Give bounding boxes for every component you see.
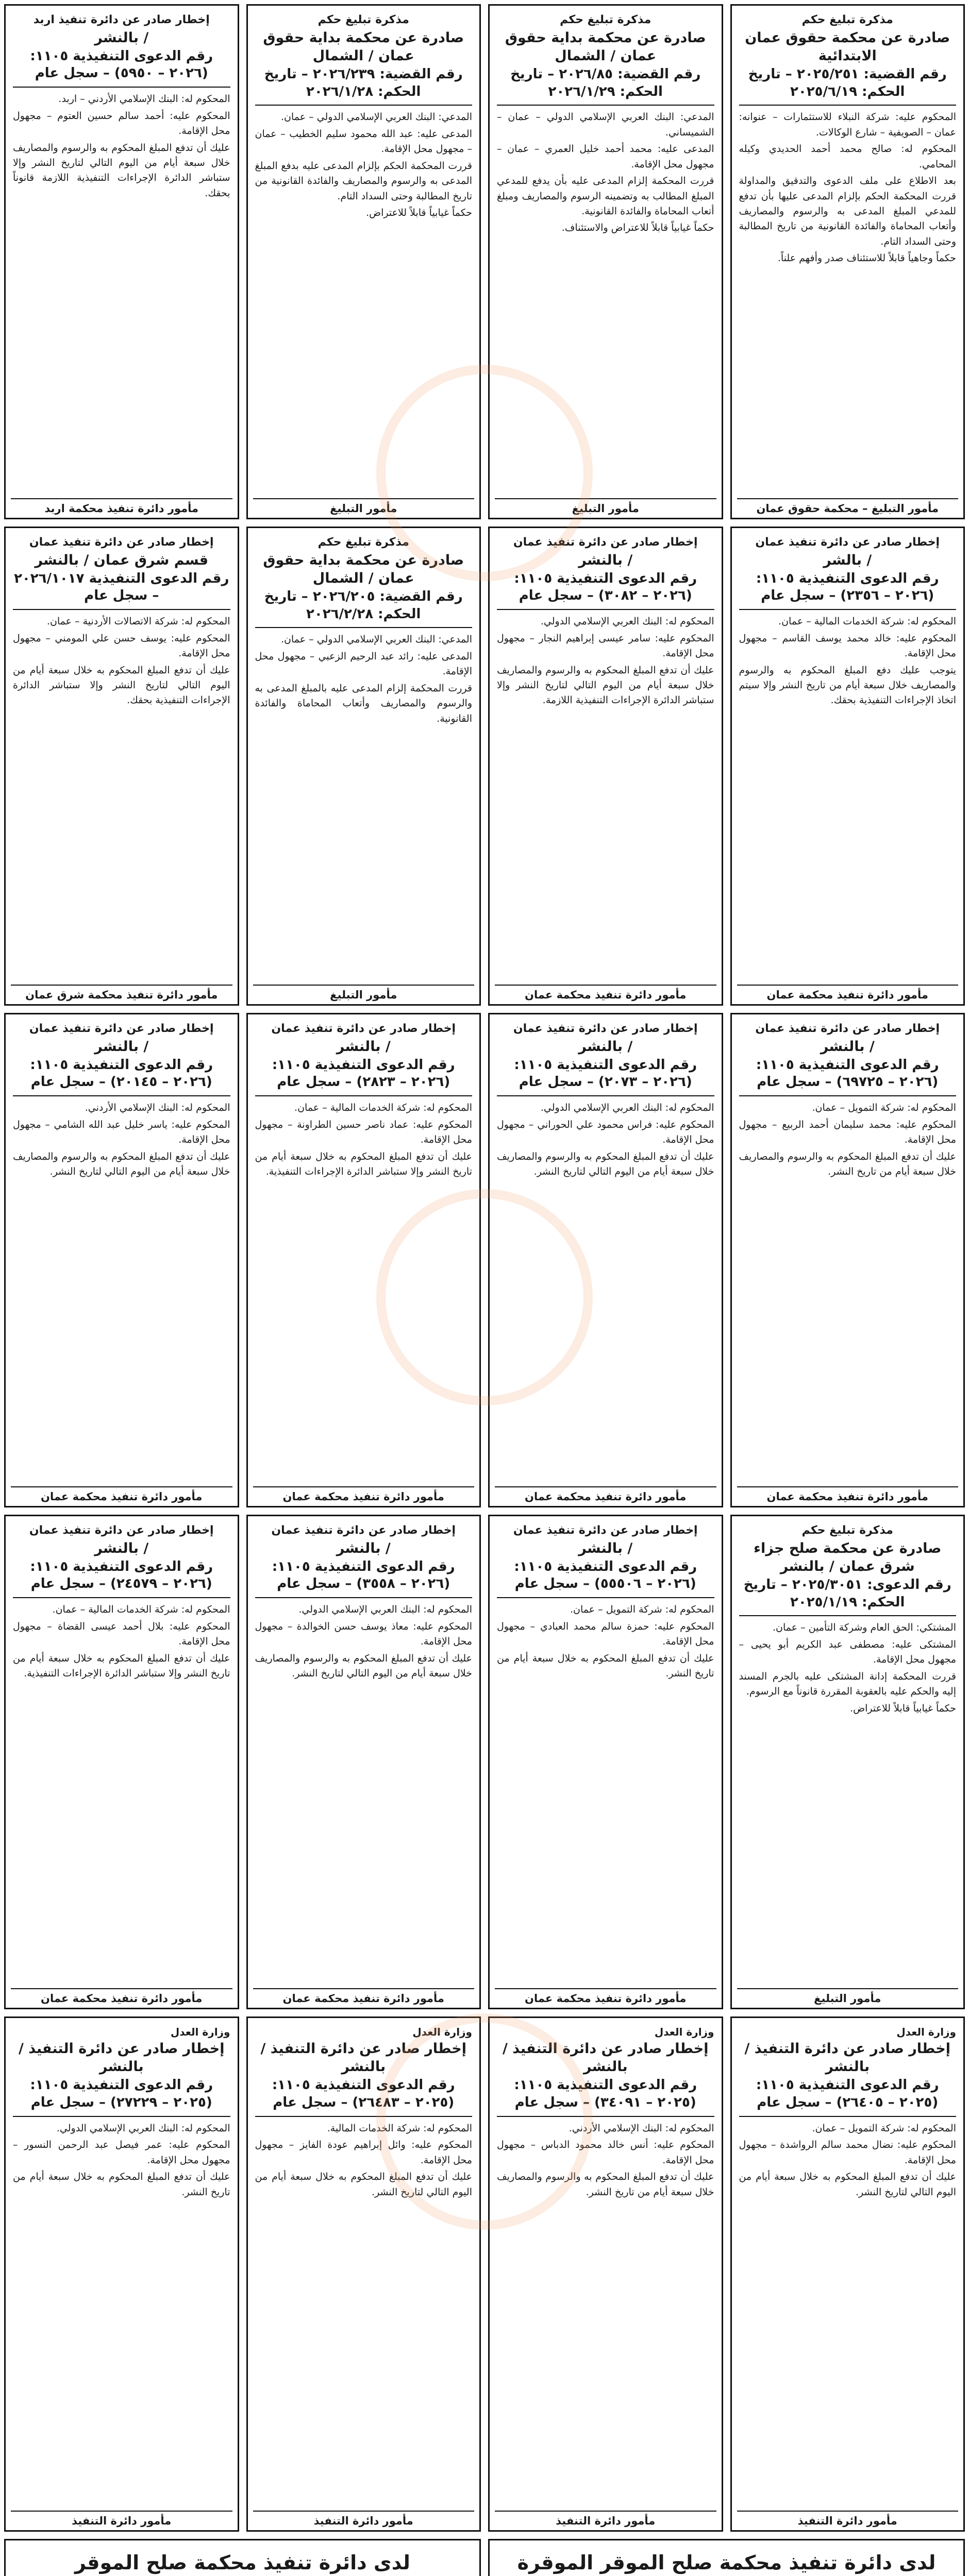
notice-heading: / بالنشر [578, 552, 633, 568]
notice-body [739, 2121, 957, 2200]
auction-announcement [4, 2539, 481, 2576]
notice-paragraph: المحكوم عليه: ياسر خليل عبد الله الشامي – مجهول محل الإقامة. [13, 1118, 230, 1146]
notice-paragraph: عليك أن تدفع المبلغ المحكوم به والرسوم والمصاريف خلال سبعة أيام من اليوم التالي لتاريخ النشر. [255, 1652, 472, 1680]
notice-footer: مأمور دائرة تنفيذ محكمة عمان [253, 1486, 475, 1503]
notice-case-number: رقم الدعوى التنفيذية ١١٠٥: (٢٠٢٦ – ٢٨٢٣) – سجل عام [255, 1057, 473, 1097]
execution-notice [730, 1013, 965, 1507]
notice-paragraph: المحكوم له: البنك العربي الإسلامي الدولي. [298, 1604, 472, 1616]
auction-announcement [488, 2539, 965, 2576]
court-notice [4, 4, 239, 519]
notice-paragraph: المحكوم له: شركة الاتصالات الأردنية – عمان. [46, 616, 230, 628]
notice-heading: / بالنشر [94, 1540, 149, 1556]
notice-case-number: رقم الدعوى التنفيذية ١١٠٥: (٢٠٢٦ – ٢٠١٤٥) – سجل عام [13, 1057, 230, 1097]
ministry-label: وزارة العدل [654, 2026, 714, 2038]
notice-paragraph: المحكوم له: شركة التمويل – عمان. [812, 2122, 956, 2134]
execution-notice [4, 1515, 239, 2009]
notice-paragraph: قررت المحكمة الحكم بإلزام المدعى عليه بدفع المبلغ المدعى به والرسوم والمصاريف والفائدة القانونية من تاريخ المطالبة وحتى السداد التام. [255, 160, 472, 202]
notice-kicker: إخطار صادر عن دائرة تنفيذ عمان [513, 1524, 698, 1537]
court-notice [246, 4, 481, 519]
notice-paragraph: المحكوم عليه: خالد محمد يوسف القاسم – مجهول محل الإقامة. [739, 632, 956, 659]
notice-paragraph: المحكوم عليه: وائل إبراهيم عودة الفايز – مجهول محل الإقامة. [255, 2139, 472, 2166]
ministry-label: وزارة العدل [896, 2026, 956, 2038]
notice-kicker: مذكرة تبليغ حكم [801, 1524, 893, 1537]
notice-case-number: رقم الدعوى التنفيذية ١١٠٥: (٢٠٢٦ – ٣٠٨٢) – سجل عام [497, 570, 714, 611]
notice-heading: / بالنشر [336, 1038, 391, 1055]
notice-heading: / بالنشر [94, 29, 149, 46]
notice-kicker: إخطار صادر عن دائرة التنفيذ / بالنشر [503, 2041, 709, 2075]
notice-kicker: مذكرة تبليغ حكم [560, 13, 651, 26]
notice-paragraph: المحكوم عليه: بلال أحمد عيسى القضاة – مجهول محل الإقامة. [13, 1620, 230, 1648]
notice-body [255, 110, 473, 221]
notice-case-number: رقم القضية: ٢٠٢٥/٢٥١ – تاريخ الحكم: ٢٠٢٥/٦/١٩ [739, 66, 957, 106]
notice-paragraph: المحكوم له: البنك العربي الإسلامي الدولي. [540, 616, 714, 628]
notice-footer: مأمور التبليغ [737, 1988, 959, 2005]
notice-paragraph: عليك أن تدفع المبلغ المحكوم به خلال سبعة أيام من تاريخ النشر. [13, 2171, 230, 2198]
notice-paragraph: المحكوم له: البنك العربي الإسلامي الدولي. [540, 1102, 714, 1114]
notice-paragraph: عليك أن تدفع المبلغ المحكوم به والرسوم والمصاريف خلال سبعة أيام من اليوم التالي لتاريخ النشر. [13, 1150, 230, 1178]
notice-paragraph: عليك أن تدفع المبلغ المحكوم به والرسوم والمصاريف خلال سبعة أيام من اليوم التالي لتاريخ النشر وإلا ستباشر الدائرة الإجراءات التنفيذية اللازمة قانوناً بحقك. [13, 142, 230, 199]
execution-notice [4, 1013, 239, 1507]
notice-body [497, 1602, 714, 1681]
notice-paragraph: عليك أن تدفع المبلغ المحكوم به والرسوم والمصاريف خلال سبعة أيام من اليوم التالي لتاريخ النشر. [497, 1150, 714, 1178]
notice-kicker: إخطار صادر عن دائرة تنفيذ اربد [33, 13, 210, 26]
notices-row-2 [4, 527, 965, 1006]
notice-case-number: رقم الدعوى التنفيذية ٢٠٢٦/١٠١٧ – سجل عام [13, 570, 230, 611]
notice-case-number: رقم الدعوى التنفيذية ١١٠٥: (٢٠٢٥ – ٢٦٤٠٥) – سجل عام [739, 2077, 957, 2117]
notice-case-number: رقم الدعوى التنفيذية ١١٠٥: (٢٠٢٥ – ٣٤٠٩١) – سجل عام [497, 2077, 714, 2117]
notice-footer: مأمور دائرة التنفيذ [253, 2511, 475, 2527]
notice-paragraph: المدعي: البنك العربي الإسلامي الدولي – عمان – الشميساني. [497, 111, 714, 138]
notice-paragraph: المحكوم له: البنك الإسلامي الأردني – اربد. [58, 93, 230, 105]
notice-body [255, 1100, 473, 1179]
notice-body [739, 110, 957, 266]
notice-body [497, 614, 714, 708]
ministry-notice [246, 2016, 481, 2532]
execution-notice [488, 1515, 723, 2009]
notice-kicker: إخطار صادر عن دائرة تنفيذ عمان [271, 1524, 456, 1537]
notice-paragraph: المحكوم له: البنك الإسلامي الأردني. [569, 2122, 714, 2134]
announcement-title: لدى دائرة تنفيذ محكمة صلح الموقر الموقرة [517, 2551, 936, 2574]
notice-kicker: مذكرة تبليغ حكم [801, 13, 893, 26]
notice-case-number: رقم الدعوى: ٢٠٢٥/٣٠٥١ – تاريخ الحكم: ٢٠٢٥/١/١٩ [739, 1577, 957, 1617]
notice-paragraph: يتوجب عليك دفع المبلغ المحكوم به والرسوم والمصاريف خلال سبعة أيام من تاريخ النشر وإلا سيتم اتخاذ الإجراءات التنفيذية بحقك. [739, 664, 956, 706]
notice-body [13, 1100, 230, 1179]
notice-paragraph: المحكوم له: البنك العربي الإسلامي الدولي. [56, 2122, 230, 2134]
notice-heading: / بالنشر [336, 1540, 391, 1556]
notice-case-number: رقم الدعوى التنفيذية ١١٠٥: (٢٠٢٦ – ٢٤٥٧٩) – سجل عام [13, 1558, 230, 1599]
notice-heading: صادرة عن محكمة حقوق عمان الابتدائية [745, 29, 950, 64]
notice-body [255, 2121, 473, 2200]
notice-kicker: إخطار صادر عن دائرة التنفيذ / بالنشر [260, 2041, 466, 2075]
notice-paragraph: المحكوم عليه: أنس خالد محمود الدباس – مجهول محل الإقامة. [497, 2139, 714, 2166]
notice-paragraph: المحكوم عليه: نضال محمد سالم الرواشدة – مجهول محل الإقامة. [739, 2139, 956, 2166]
notice-paragraph: المدعى عليه: محمد أحمد خليل العمري – عمان – مجهول محل الإقامة. [497, 143, 714, 170]
notice-body [13, 1602, 230, 1681]
notice-body [255, 632, 473, 726]
notice-paragraph: المحكوم عليه: شركة النبلاء للاستثمارات – عنوانه: عمان – الصويفية – شارع الوكالات. [739, 111, 956, 138]
notice-body [739, 1100, 957, 1179]
notice-paragraph: المحكوم له: شركة الخدمات المالية – عمان. [294, 1102, 472, 1114]
notice-kicker: إخطار صادر عن دائرة تنفيذ عمان [29, 1524, 214, 1537]
notice-footer: مأمور دائرة التنفيذ [495, 2511, 716, 2527]
notice-paragraph: عليك أن تدفع المبلغ المحكوم به والرسوم والمصاريف خلال سبعة أيام من تاريخ النشر. [497, 2171, 714, 2198]
execution-notice [488, 527, 723, 1006]
notice-paragraph: حكماً غيابياً قابلاً للاعتراض. [850, 1702, 956, 1714]
notice-body [739, 614, 957, 708]
notice-kicker: إخطار صادر عن دائرة تنفيذ عمان [513, 1022, 698, 1035]
court-notice [730, 4, 965, 519]
notices-row-1 [4, 4, 965, 519]
notices-row-5 [4, 2016, 965, 2532]
execution-notice [4, 527, 239, 1006]
notice-footer: مأمور دائرة تنفيذ محكمة شرق عمان [11, 985, 232, 1001]
notice-body [13, 614, 230, 708]
execution-notice [246, 1013, 481, 1507]
notice-heading: / بالشر [823, 552, 872, 568]
execution-notice [730, 527, 965, 1006]
notice-kicker: إخطار صادر عن دائرة تنفيذ عمان [29, 1022, 214, 1035]
notice-body [13, 92, 230, 201]
notice-footer: مأمور دائرة تنفيذ محكمة عمان [495, 985, 716, 1001]
notice-paragraph: المحكوم له: صالح محمد أحمد الحديدي وكيله المحامي. [739, 143, 956, 170]
notice-kicker: إخطار صادر عن دائرة التنفيذ / بالنشر [19, 2041, 225, 2075]
notice-case-number: رقم الدعوى التنفيذية ١١٠٥: (٢٠٢٦ – ٣٥٥٨) – سجل عام [255, 1558, 473, 1599]
notice-heading: صادرة عن محكمة بداية حقوق عمان / الشمال [263, 552, 464, 586]
notice-paragraph: حكماً غيابياً قابلاً للاعتراض والاستئناف. [561, 222, 714, 234]
court-notice [246, 527, 481, 1006]
notice-paragraph: عليك أن تدفع المبلغ المحكوم به خلال سبعة أيام من تاريخ النشر وإلا ستباشر الدائرة الإجراءات التنفيذية. [255, 1150, 472, 1178]
notice-paragraph: المحكوم له: شركة الخدمات المالية. [327, 2122, 472, 2134]
notice-paragraph: المحكوم عليه: سامر عيسى إبراهيم النجار – مجهول محل الإقامة. [497, 632, 714, 659]
notice-heading: قسم شرق عمان / بالنشر [35, 552, 209, 568]
notice-kicker: إخطار صادر عن دائرة التنفيذ / بالنشر [744, 2041, 950, 2075]
notice-case-number: رقم الدعوى التنفيذية ١١٠٥: (٢٠٢٥ – ٢٧٢٢٩) – سجل عام [13, 2077, 230, 2117]
court-notice [730, 1515, 965, 2009]
notice-footer: مأمور دائرة تنفيذ محكمة عمان [253, 1988, 475, 2005]
notice-heading: صادرة عن محكمة صلح جزاء شرق عمان / بالنشر [754, 1540, 942, 1574]
notice-paragraph: المشتكي: الحق العام وشركة التأمين – عمان. [772, 1622, 956, 1634]
notice-paragraph: عليك أن تدفع المبلغ المحكوم به خلال سبعة أيام من اليوم التالي لتاريخ النشر. [739, 2171, 956, 2198]
notice-body [497, 2121, 714, 2200]
notice-paragraph: المحكوم له: شركة التمويل – عمان. [570, 1604, 714, 1616]
notice-body [739, 1620, 957, 1716]
notice-body [497, 110, 714, 236]
ministry-label: وزارة العدل [412, 2026, 472, 2038]
notice-footer: مأمور دائرة التنفيذ [737, 2511, 959, 2527]
notices-row-4 [4, 1515, 965, 2009]
notice-footer: مأمور دائرة تنفيذ محكمة عمان [737, 985, 959, 1001]
notice-footer: مأمور التبليغ [253, 985, 475, 1001]
announcement-title: لدى دائرة تنفيذ محكمة صلح الموقر [75, 2551, 410, 2574]
notices-row-3 [4, 1013, 965, 1507]
notice-footer: مأمور دائرة التنفيذ [11, 2511, 232, 2527]
notice-paragraph: المدعى عليه: رائد عبد الرحيم الزعبي – مجهول محل الإقامة. [255, 650, 472, 677]
notice-body [13, 2121, 230, 2200]
notice-paragraph: المحكوم عليه: معاذ يوسف حسن الخوالدة – مجهول محل الإقامة. [255, 1620, 472, 1648]
notice-case-number: رقم الدعوى التنفيذية ١١٠٥: (٢٠٢٥ – ٢٦٤٨٣) – سجل عام [255, 2077, 473, 2117]
notice-kicker: إخطار صادر عن دائرة تنفيذ عمان [271, 1022, 456, 1035]
notice-paragraph: المحكوم عليه: أحمد سالم حسين العتوم – مجهول محل الإقامة. [13, 110, 230, 137]
execution-notice [488, 1013, 723, 1507]
notice-paragraph: المحكوم عليه: فراس محمود علي الحوراني – مجهول محل الإقامة. [497, 1118, 714, 1146]
notice-paragraph: قررت المحكمة إدانة المشتكى عليه بالجرم المسند إليه والحكم عليه بالعقوبة المقررة قانوناً مع الرسوم. [739, 1670, 956, 1698]
notice-case-number: رقم الدعوى التنفيذية ١١٠٥: (٢٠٢٦ – ٥٩٥٠) – سجل عام [13, 48, 230, 88]
notice-kicker: إخطار صادر عن دائرة تنفيذ عمان [29, 536, 214, 549]
announcements-row [4, 2539, 965, 2576]
notice-case-number: رقم الدعوى التنفيذية ١١٠٥: (٢٠٢٦ – ٢٠٧٣) – سجل عام [497, 1057, 714, 1097]
notice-paragraph: المحكوم عليه: عمر فيصل عبد الرحمن النسور – مجهول محل الإقامة. [13, 2139, 230, 2166]
notice-paragraph: عليك أن تدفع المبلغ المحكوم به والرسوم والمصاريف خلال سبعة أيام من اليوم التالي لتاريخ النشر وإلا ستباشر الدائرة الإجراءات التنفيذية اللازمة. [497, 664, 714, 706]
notice-paragraph: عليك أن تدفع المبلغ المحكوم به خلال سبعة أيام من تاريخ النشر. [497, 1652, 714, 1680]
ministry-notice [488, 2016, 723, 2532]
notice-kicker: إخطار صادر عن دائرة تنفيذ عمان [755, 536, 940, 549]
notice-heading: / بالنشر [94, 1038, 149, 1055]
notice-kicker: إخطار صادر عن دائرة تنفيذ عمان [755, 1022, 940, 1035]
notice-paragraph: عليك أن تدفع المبلغ المحكوم به خلال سبعة أيام من اليوم التالي لتاريخ النشر. [255, 2171, 472, 2198]
notice-paragraph: المحكوم له: شركة التمويل – عمان. [812, 1102, 956, 1114]
notice-paragraph: قررت المحكمة إلزام المدعى عليه بأن يدفع للمدعي المبلغ المطالب به وتضمينه الرسوم والمصاريف ومبلغ أتعاب المحاماة والفائدة القانونية. [497, 175, 714, 217]
notice-paragraph: بعد الاطلاع على ملف الدعوى والتدقيق والمداولة قررت المحكمة الحكم بإلزام المدعى عليها بأن تدفع للمدعي المبلغ المدعى به والرسوم والمصاريف وأتعاب المحاماة والفائدة القانونية من تاريخ المطالبة وحتى السداد التام. [739, 175, 956, 247]
notice-footer: مأمور دائرة تنفيذ محكمة عمان [11, 1486, 232, 1503]
notice-paragraph: المحكوم عليه: محمد سليمان أحمد الربيع – مجهول محل الإقامة. [739, 1118, 956, 1146]
notice-footer: مأمور دائرة تنفيذ محكمة اربد [11, 498, 232, 515]
notice-kicker: مذكرة تبليغ حكم [318, 536, 409, 549]
notice-footer: مأمور التبليغ – محكمة حقوق عمان [737, 498, 959, 515]
notice-paragraph: المدعي: البنك العربي الإسلامي الدولي – عمان. [280, 634, 472, 646]
notice-case-number: رقم الدعوى التنفيذية ١١٠٥: (٢٠٢٦ – ٢٣٥٦) – سجل عام [739, 570, 957, 611]
notice-body [497, 1100, 714, 1179]
notice-paragraph: المدعى عليه: عبد الله محمود سليم الخطيب – عمان – مجهول محل الإقامة. [255, 128, 472, 155]
notice-paragraph: المحكوم عليه: حمزة سالم محمد العبادي – مجهول محل الإقامة. [497, 1620, 714, 1648]
notice-paragraph: قررت المحكمة إلزام المدعى عليه بالمبلغ المدعى به والرسوم والمصاريف وأتعاب المحاماة والفائدة القانونية. [255, 682, 472, 724]
notice-heading: صادرة عن محكمة بداية حقوق عمان / الشمال [505, 29, 706, 64]
notice-paragraph: المحكوم له: البنك الإسلامي الأردني. [85, 1102, 230, 1114]
execution-notice [246, 1515, 481, 2009]
ministry-label: وزارة العدل [170, 2026, 230, 2038]
ministry-notice [730, 2016, 965, 2532]
court-notice [488, 4, 723, 519]
notice-heading: / بالنشر [820, 1038, 875, 1055]
notice-paragraph: حكماً وجاهياً قابلاً للاستئناف صدر وأفهم علناً. [777, 252, 956, 264]
notice-footer: مأمور التبليغ [495, 498, 716, 515]
notice-paragraph: حكماً غيابياً قابلاً للاعتراض. [366, 207, 472, 218]
notice-case-number: رقم القضية: ٢٠٢٦/٨٥ – تاريخ الحكم: ٢٠٢٦/١/٢٩ [497, 66, 714, 106]
notice-paragraph: المحكوم له: شركة الخدمات المالية – عمان. [778, 616, 956, 628]
notice-footer: مأمور دائرة تنفيذ محكمة عمان [11, 1988, 232, 2005]
ministry-notice [4, 2016, 239, 2532]
notice-footer: مأمور دائرة تنفيذ محكمة عمان [737, 1486, 959, 1503]
notice-paragraph: المدعي: البنك العربي الإسلامي الدولي – عمان. [280, 111, 472, 123]
notice-heading: / بالنشر [578, 1540, 633, 1556]
notice-paragraph: المشتكى عليه: مصطفى عبد الكريم أبو يحيى – مجهول محل الإقامة. [739, 1638, 956, 1666]
notice-case-number: رقم القضية: ٢٠٢٦/٢٠٥ – تاريخ الحكم: ٢٠٢٦/٢/٢٨ [255, 588, 473, 629]
notice-kicker: إخطار صادر عن دائرة تنفيذ عمان [513, 536, 698, 549]
newspaper-page [4, 4, 965, 2576]
notice-footer: مأمور دائرة تنفيذ محكمة عمان [495, 1988, 716, 2005]
notice-paragraph: المحكوم له: شركة الخدمات المالية – عمان. [52, 1604, 230, 1616]
notice-paragraph: المحكوم عليه: عماد ناصر حسين الطراونة – مجهول محل الإقامة. [255, 1118, 472, 1146]
notice-paragraph: المحكوم عليه: يوسف حسن علي المومني – مجهول محل الإقامة. [13, 632, 230, 659]
notice-body [255, 1602, 473, 1681]
notice-paragraph: عليك أن تدفع المبلغ المحكوم به خلال سبعة أيام من تاريخ النشر وإلا ستباشر الدائرة الإجراءات التنفيذية. [13, 1652, 230, 1680]
notice-case-number: رقم القضية: ٢٠٢٦/٢٣٩ – تاريخ الحكم: ٢٠٢٦/١/٢٨ [255, 66, 473, 106]
notice-paragraph: عليك أن تدفع المبلغ المحكوم به والرسوم والمصاريف خلال سبعة أيام من تاريخ النشر. [739, 1150, 956, 1178]
notice-footer: مأمور دائرة تنفيذ محكمة عمان [495, 1486, 716, 1503]
notice-kicker: مذكرة تبليغ حكم [318, 13, 409, 26]
notice-case-number: رقم الدعوى التنفيذية ١١٠٥: (٢٠٢٦ – ٥٥٥٠٦) – سجل عام [497, 1558, 714, 1599]
notice-heading: صادرة عن محكمة بداية حقوق عمان / الشمال [263, 29, 464, 64]
notice-paragraph: عليك أن تدفع المبلغ المحكوم به خلال سبعة أيام من اليوم التالي لتاريخ النشر وإلا ستباشر الدائرة الإجراءات التنفيذية بحقك. [13, 664, 230, 706]
notice-footer: مأمور التبليغ [253, 498, 475, 515]
notice-case-number: رقم الدعوى التنفيذية ١١٠٥: (٢٠٢٦ – ٦٩٧٢٥) – سجل عام [739, 1057, 957, 1097]
notice-heading: / بالنشر [578, 1038, 633, 1055]
